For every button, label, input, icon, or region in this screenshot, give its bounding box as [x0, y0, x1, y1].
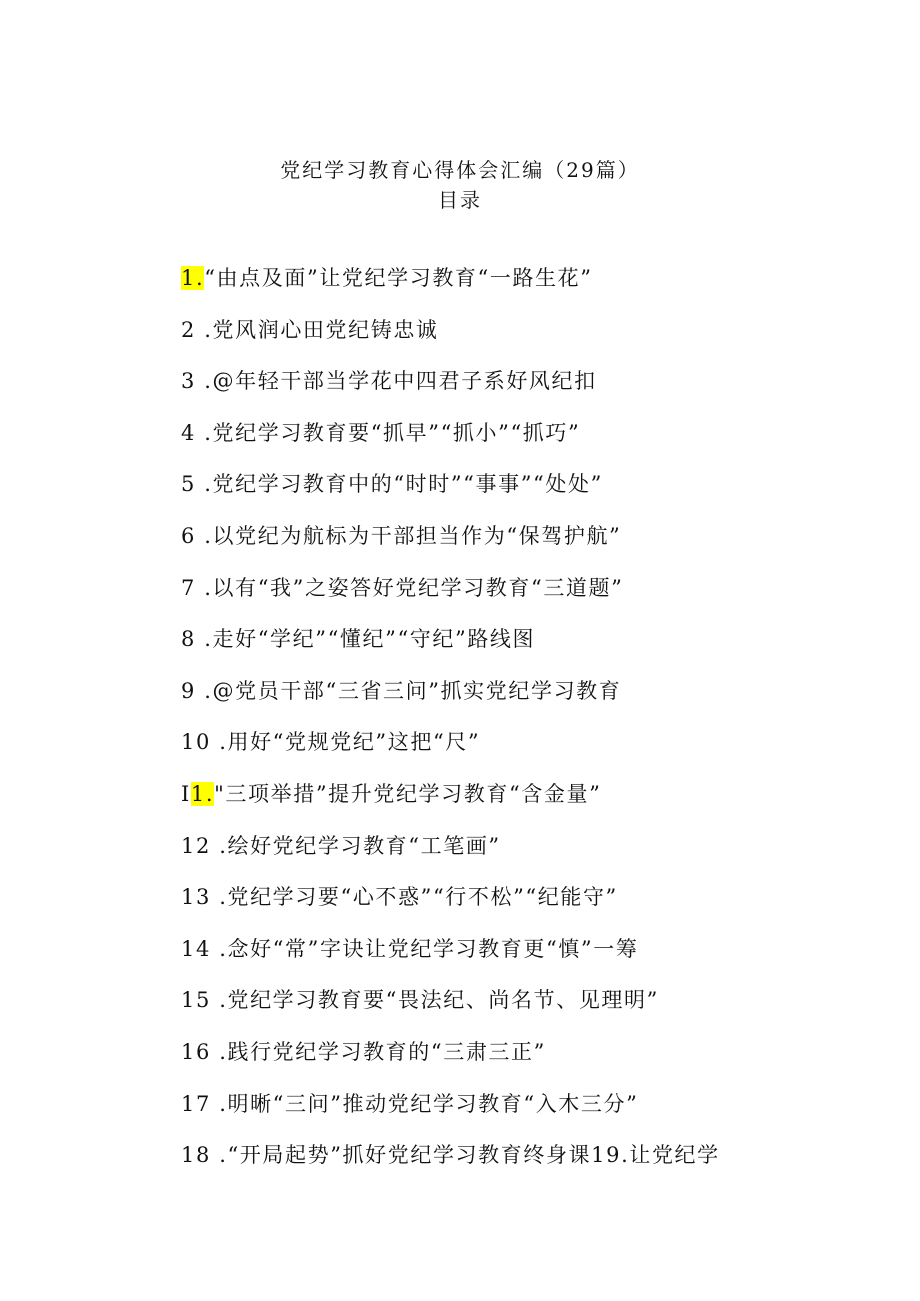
- toc-number: 15 .: [181, 988, 228, 1013]
- toc-item-12[interactable]: [181, 832, 821, 884]
- toc-text: 以党纪为航标为干部担当作为“保驾护航”: [212, 523, 622, 548]
- toc-item-17[interactable]: [181, 1090, 821, 1142]
- toc-number-highlight: 1.: [190, 781, 215, 806]
- toc-text: 绘好党纪学习教育“工笔画”: [227, 833, 501, 858]
- toc-text: 走好“学纪”“懂纪”“守纪”路线图: [212, 627, 536, 652]
- toc-number: 18 .: [181, 1143, 228, 1168]
- toc-number: 16 .: [181, 1039, 228, 1064]
- toc-text: 明晰“三问”推动党纪学习教育“入木三分”: [227, 1091, 639, 1116]
- toc-text: @年轻干部当学花中四君子系好风纪扣: [212, 369, 597, 394]
- toc-item-18[interactable]: [181, 1141, 821, 1193]
- toc-item-14[interactable]: [181, 935, 821, 987]
- toc-item-3[interactable]: [181, 367, 821, 419]
- toc-text: @党员干部“三省三问”抓实党纪学习教育: [212, 678, 622, 703]
- toc-item-9[interactable]: [181, 677, 821, 729]
- toc-number: 4 .: [181, 420, 213, 445]
- toc-text: 践行党纪学习教育的“三肃三正”: [227, 1039, 546, 1064]
- toc-item-11[interactable]: [181, 780, 821, 832]
- toc-text: 党纪学习要“心不惑”“行不松”“纪能守”: [227, 885, 618, 910]
- toc-number: I: [181, 781, 191, 806]
- toc-text: 用好“党规党纪”这把“尺”: [227, 730, 481, 755]
- document-title: 党纪学习教育心得体会汇编（29篇）: [280, 158, 640, 182]
- toc-number: 9 .: [181, 678, 213, 703]
- toc-number: 12 .: [181, 833, 228, 858]
- toc-text: 念好“常”字诀让党纪学习教育更“慎”一筹: [227, 936, 639, 961]
- toc-text: 党纪学习教育要“抓早”“抓小”“抓巧”: [212, 420, 581, 445]
- toc-number: 5 .: [181, 472, 213, 497]
- toc-number: 13 .: [181, 885, 228, 910]
- toc-text: 党风润心田党纪铸忠诚: [212, 317, 439, 342]
- toc-item-1[interactable]: [181, 264, 821, 316]
- toc-number: 6 .: [181, 523, 213, 548]
- toc-item-6[interactable]: [181, 522, 821, 574]
- toc-number: 3 .: [181, 369, 213, 394]
- toc-text: “开局起势”抓好党纪学习教育终身课19.让党纪学: [227, 1143, 720, 1168]
- toc-text: 党纪学习教育中的“时时”“事事”“处处”: [212, 472, 603, 497]
- toc-number: 2 .: [181, 317, 213, 342]
- toc-item-10[interactable]: [181, 728, 821, 780]
- toc-item-15[interactable]: [181, 986, 821, 1038]
- toc-item-8[interactable]: [181, 625, 821, 677]
- toc-number: 14 .: [181, 936, 228, 961]
- toc-number-highlight: 1.: [181, 266, 205, 290]
- toc-text: "三项举措”提升党纪学习教育“含金量”: [214, 781, 602, 806]
- toc-item-16[interactable]: [181, 1038, 821, 1090]
- toc-heading: 目录: [438, 188, 482, 212]
- toc-item-4[interactable]: [181, 419, 821, 471]
- toc-item-5[interactable]: [181, 470, 821, 522]
- toc-number: 8 .: [181, 627, 213, 652]
- toc-text: 以有“我”之姿答好党纪学习教育“三道题”: [212, 575, 624, 600]
- toc-number: 10 .: [181, 730, 228, 755]
- toc-number: 17 .: [181, 1091, 228, 1116]
- toc-text: “由点及面”让党纪学习教育“一路生花”: [204, 266, 593, 290]
- toc-item-7[interactable]: [181, 574, 821, 626]
- toc-list: [181, 264, 821, 1193]
- toc-text: 党纪学习教育要“畏法纪、尚名节、见理明”: [227, 988, 659, 1013]
- toc-number: 7 .: [181, 575, 213, 600]
- toc-item-13[interactable]: [181, 883, 821, 935]
- toc-item-2[interactable]: [181, 316, 821, 368]
